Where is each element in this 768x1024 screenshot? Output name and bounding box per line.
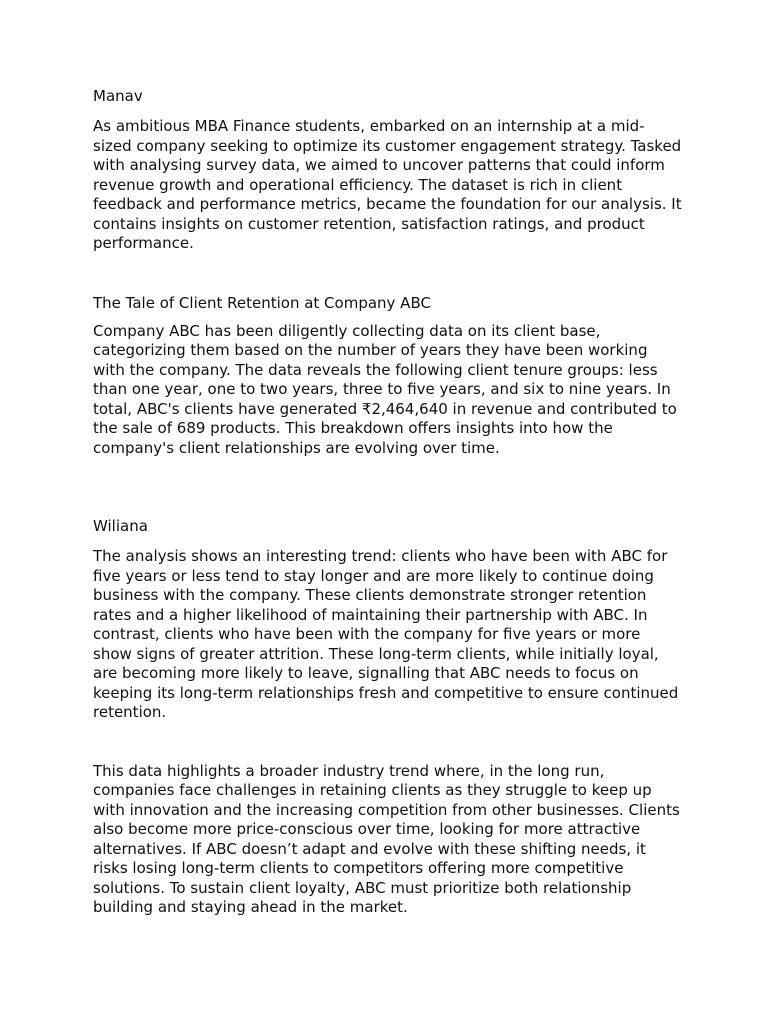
author-heading-manav: Manav <box>93 87 143 105</box>
intro-paragraph: As ambitious MBA Finance students, embarked on an internship at a mid-sized company seeking to optimize its customer engagement strategy. Tasked with analysing survey data, we aimed to uncover patterns that could inform revenue growth and operational efficiency. The dataset is rich in client feedback and performance metrics, became the foundation for our analysis. It contains insights on customer retention, satisfaction ratings, and product performance. <box>93 117 682 252</box>
client-retention-paragraph: Company ABC has been diligently collecting data on its client base, categorizing them based on the number of years they have been working with the company. The data reveals the following client tenure groups: less than one year, one to two years, three to five years, and six to nine years. In total, ABC's clients have generated ₹2,464,640 in revenue and contributed to the sale of 689 products. This breakdown offers insights into how the company's client relationships are evolving over time. <box>93 321 677 457</box>
document-page <box>93 86 683 918</box>
industry-trend-paragraph: This data highlights a broader industry trend where, in the long run, companies face challenges in retaining clients as they struggle to keep up with innovation and the increasing competition from other businesses. Clients also become more price-conscious over time, looking for more attractive alternatives. If ABC doesn’t adapt and evolve with these shifting needs, it risks losing long-term clients to competitors offering more competitive solutions. To sustain client loyalty, ABC must prioritize both relationship building and staying ahead in the market. <box>93 761 680 916</box>
section-title-client-retention: The Tale of Client Retention at Company ABC <box>93 293 431 312</box>
author-heading-wiliana: Wiliana <box>93 517 148 535</box>
analysis-paragraph: The analysis shows an interesting trend: clients who have been with ABC for five years or less tend to stay longer and are more likely to continue doing business with the company. These clients demonstrate stronger retention rates and a higher likelihood of maintaining their partnership with ABC. In contrast, clients who have been with the company for five years or more show signs of greater attrition. These long-term clients, while initially loyal, are becoming more likely to leave, signalling that ABC needs to focus on keeping its long-term relationships fresh and competitive to ensure continued retention. <box>93 547 679 721</box>
